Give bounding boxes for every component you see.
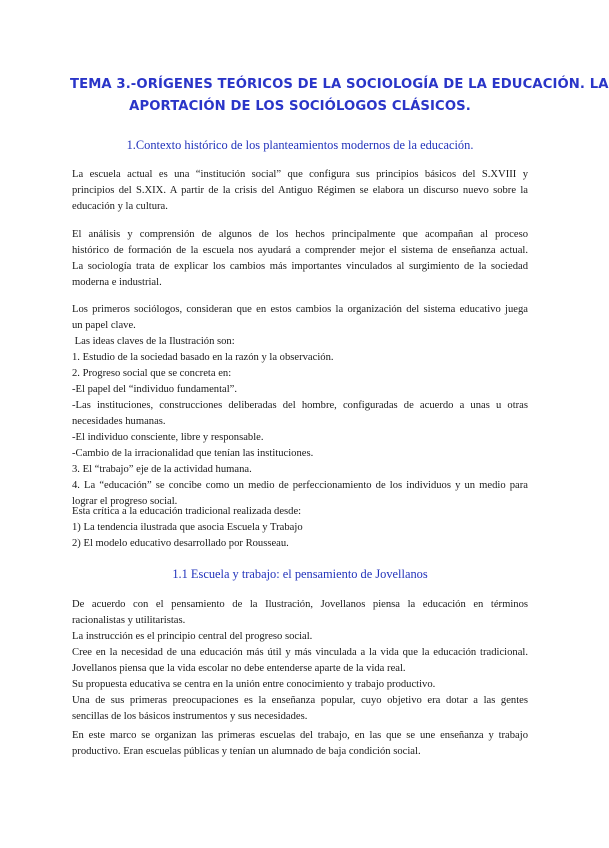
text-line: racionalistas y utilitaristas. — [72, 615, 186, 626]
text-line: Los primeros sociólogos, consideran que en estos cambios la organización del sistema educativo juega — [72, 304, 528, 315]
text-line: Cree en la necesidad de una educación más útil y más vinculada a la vida que la educación tradicional. — [72, 647, 528, 658]
text-line: Jovellanos piensa que la vida escolar no debe entenderse aparte de la vida real. — [72, 663, 406, 674]
text-line: histórico de formación de la escuela nos ayudará a comprender mejor el sistema de enseñanza actual. — [72, 245, 528, 256]
text-line: -Cambio de la irracionalidad que tenían las instituciones. — [72, 448, 314, 459]
text-line: La sociología trata de explicar los cambios más importantes vinculados al surgimiento de la sociedad — [72, 261, 528, 272]
text-line: De acuerdo con el pensamiento de la Ilustración, Jovellanos piensa la educación en términos — [72, 599, 528, 610]
paragraph — [72, 167, 528, 215]
text-line: En este marco se organizan las primeras escuelas del trabajo, en las que se une enseñanza y trabajo — [72, 730, 528, 741]
text-line: 1) La tendencia ilustrada que asocia Escuela y Trabajo — [72, 522, 303, 533]
section-heading: 1.1 Escuela y trabajo: el pensamiento de Jovellanos — [172, 567, 428, 581]
paragraph — [72, 227, 528, 291]
text-line: Una de sus primeras preocupaciones es la enseñanza popular, cuyo objetivo era dotar a las gentes — [72, 695, 528, 706]
title-line: TEMA 3.-ORÍGENES TEÓRICOS DE LA SOCIOLOGÍA DE LA EDUCACIÓN. LA — [70, 77, 609, 92]
text-line: -El individuo consciente, libre y responsable. — [72, 432, 264, 443]
paragraph — [72, 504, 528, 552]
text-line: 2) El modelo educativo desarrollado por Rousseau. — [72, 538, 289, 549]
text-line: un papel clave. — [72, 320, 136, 331]
text-line: -Las instituciones, construcciones deliberadas del hombre, configuradas de acuerdo a unas u otras — [72, 400, 528, 411]
text-line: 4. La “educación” se concibe como un medio de perfeccionamiento de los individuos y un medio para — [72, 480, 528, 491]
text-line: La escuela actual es una “institución social” que configura sus principios básicos del S.XVIII y — [72, 169, 528, 180]
text-line: 1. Estudio de la sociedad basado en la razón y la observación. — [72, 352, 334, 363]
text-line: 3. El “trabajo” eje de la actividad humana. — [72, 464, 252, 475]
document-title — [70, 74, 609, 118]
paragraph — [72, 302, 528, 510]
section-heading: 1.Contexto histórico de los planteamientos modernos de la educación. — [126, 138, 474, 152]
text-line: productivo. Eran escuelas públicas y tenían un alumnado de baja condición social. — [72, 746, 421, 757]
paragraph — [72, 597, 528, 725]
text-line: principios del S.XIX. A partir de la crisis del Antiguo Régimen se elabora un discurso nuevo sobre la — [72, 185, 528, 196]
text-line: sencillas de los básicos instrumentos y sus necesidades. — [72, 711, 308, 722]
paragraph — [72, 728, 528, 760]
text-line: La instrucción es el principio central del progreso social. — [72, 631, 313, 642]
text-line: Su propuesta educativa se centra en la unión entre conocimiento y trabajo productivo. — [72, 679, 436, 690]
text-line: Esta crítica a la educación tradicional realizada desde: — [72, 506, 302, 517]
text-line: Las ideas claves de la Ilustración son: — [72, 336, 235, 347]
text-line: El análisis y comprensión de algunos de los hechos principalmente que acompañan al proceso — [72, 229, 528, 240]
text-line: educación y la cultura. — [72, 201, 168, 212]
text-line: moderna e industrial. — [72, 277, 162, 288]
text-line: necesidades humanas. — [72, 416, 166, 427]
text-line: 2. Progreso social que se concreta en: — [72, 368, 232, 379]
text-line: lograr el progreso social. — [72, 496, 178, 507]
text-line: -El papel del “individuo fundamental”. — [72, 384, 238, 395]
title-line: APORTACIÓN DE LOS SOCIÓLOGOS CLÁSICOS. — [129, 99, 471, 114]
